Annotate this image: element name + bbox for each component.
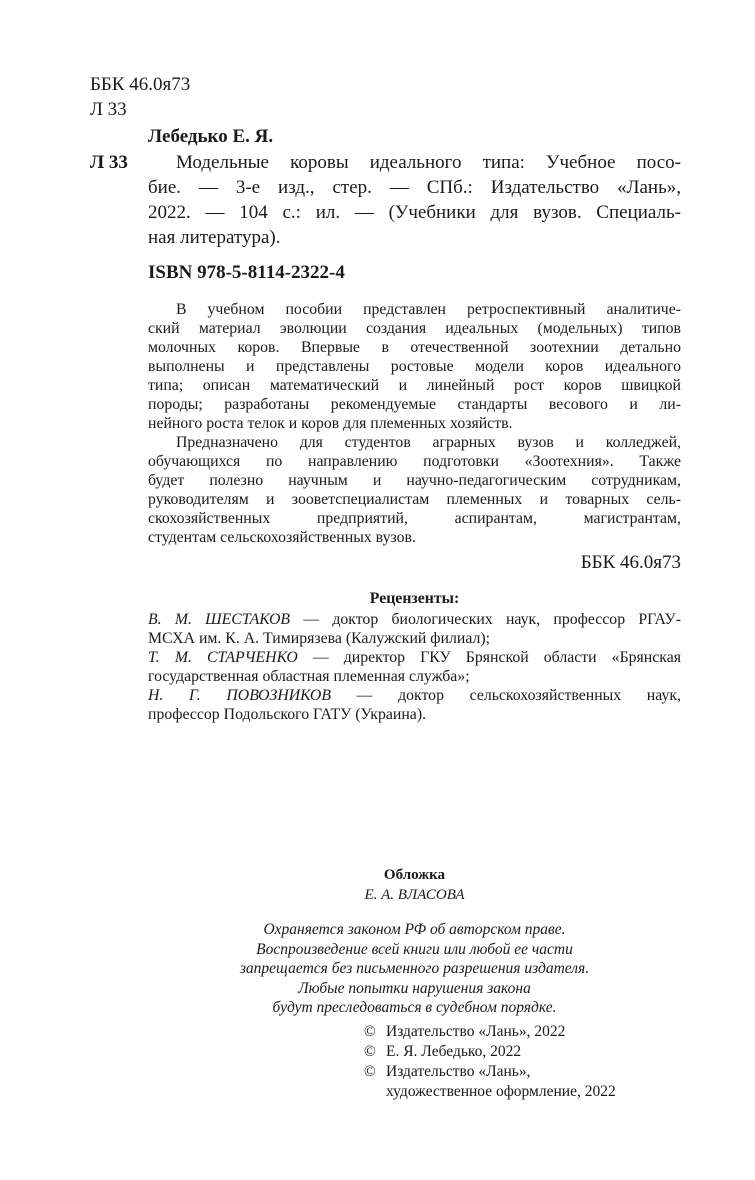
title-line: ная литература). xyxy=(148,227,281,248)
copyright-icon: © xyxy=(364,1063,376,1080)
annotation-line: руководителям и зооветспециалистам племенных и товарных сель- xyxy=(148,491,681,508)
notice-line: запрещается без письменного разрешения издателя. xyxy=(239,960,590,977)
annotation-line: выполнены и представлены ростовые модели коров идеального xyxy=(148,358,681,375)
reviewer-line: Н. Г. ПОВОЗНИКОВ — доктор сельскохозяйственных наук, xyxy=(148,687,681,704)
reviewer-name: Т. М. СТАРЧЕНКО xyxy=(148,649,298,666)
author-sign: Л 33 xyxy=(90,99,127,120)
reviewer-line: МСХА им. К. А. Тимирязева (Калужский филиал); xyxy=(148,630,491,647)
copyright-icon: © xyxy=(364,1023,376,1040)
reviewer-line: профессор Подольского ГАТУ (Украина). xyxy=(148,706,427,723)
title-line: 2022. — 104 с.: ил. — (Учебники для вузов. Специаль- xyxy=(148,202,681,223)
annotation-line: скохозяйственных предприятий, аспирантам, магистрантам, xyxy=(148,510,681,527)
bbk-index: ББК 46.0я73 xyxy=(90,74,191,95)
annotation-line: нейного роста телок и коров для племенных хозяйств. xyxy=(148,415,513,432)
annotation-line: породы; разработаны рекомендуемые стандарты весового и ли- xyxy=(148,396,681,413)
author-name: Лебедько Е. Я. xyxy=(148,126,274,147)
copyright-line: © Е. Я. Лебедько, 2022 xyxy=(364,1043,522,1060)
annotation-line: студентам сельскохозяйственных вузов. xyxy=(148,529,416,546)
notice-line: Любые попытки нарушения закона xyxy=(298,979,531,997)
copyright-line: © Издательство «Лань», xyxy=(364,1063,531,1080)
notice-line: Воспроизведение всей книги или любой ее части xyxy=(256,940,573,958)
reviewer-line: Т. М. СТАРЧЕНКО — директор ГКУ Брянской области «Брянская xyxy=(148,649,681,666)
cover-designer: Е. А. ВЛАСОВА xyxy=(364,887,465,903)
notice-line: Охраняется законом РФ об авторском праве. xyxy=(263,921,566,938)
copyright-icon: © xyxy=(364,1043,376,1060)
annotation-line: ский материал эволюции создания идеальных (модельных) типов xyxy=(148,320,681,337)
copyright-notice xyxy=(148,920,681,1018)
reviewers-heading: Рецензенты: xyxy=(369,590,460,607)
copyright-list xyxy=(364,1022,616,1102)
reviewers-list xyxy=(148,610,681,724)
annotation xyxy=(148,300,681,547)
annotation-line: В учебном пособии представлен ретроспективный аналитиче- xyxy=(176,301,681,318)
annotation-line: типа; описан математический и линейный рост коров швицкой xyxy=(148,377,681,394)
entry-code: Л 33 xyxy=(90,152,128,173)
reviewer-name: Н. Г. ПОВОЗНИКОВ xyxy=(148,687,331,704)
reviewer-line: государственная областная племенная служба»; xyxy=(148,668,470,685)
title-line: бие. — 3-е изд., стер. — СПб.: Издательство «Лань», xyxy=(148,177,681,198)
cover-heading: Обложка xyxy=(383,867,446,883)
isbn: ISBN 978-5-8114-2322-4 xyxy=(148,262,345,283)
reviewer-name: В. М. ШЕСТАКОВ xyxy=(148,611,291,628)
annotation-line: обучающихся по направлению подготовки «Зоотехния». Также xyxy=(148,453,681,470)
bbk-index-bottom: ББК 46.0я73 xyxy=(580,552,681,573)
notice-line: будут преследоваться в судебном порядке. xyxy=(272,999,557,1016)
annotation-line: молочных коров. Впервые в отечественной зоотехнии детально xyxy=(148,339,681,356)
reviewer-line: В. М. ШЕСТАКОВ — доктор биологических наук, профессор РГАУ- xyxy=(148,611,681,628)
title-line: Модельные коровы идеального типа: Учебное посо- xyxy=(176,152,681,173)
copyright-line: © Издательство «Лань», 2022 xyxy=(364,1023,566,1040)
copyright-line: художественное оформление, 2022 xyxy=(386,1083,616,1100)
annotation-line: Предназначено для студентов аграрных вузов и колледжей, xyxy=(176,434,681,451)
bibliographic-description xyxy=(148,150,681,250)
annotation-line: будет полезно научным и научно-педагогическим сотрудникам, xyxy=(148,472,681,489)
